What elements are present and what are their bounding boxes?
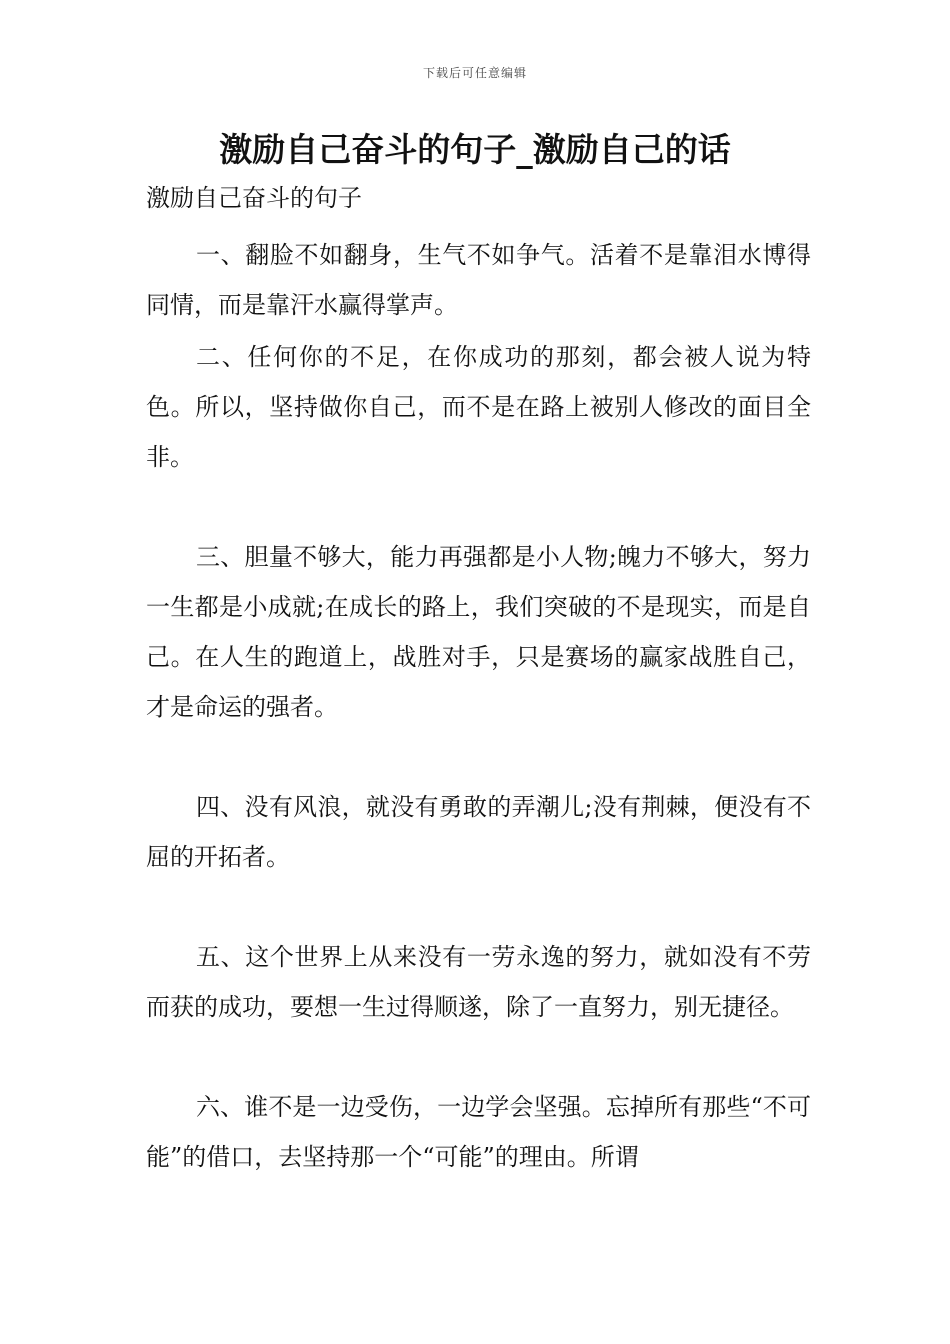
document-subtitle: 激励自己奋斗的句子: [146, 184, 362, 212]
paragraph-1: 一、翻脸不如翻身，生气不如争气。活着不是靠泪水博得同情，而是靠汗水赢得掌声。: [146, 241, 811, 319]
paragraph-2: 二、任何你的不足，在你成功的那刻，都会被人说为特色。所以，坚持做你自己，而不是在路上被别人修改的面目全非。: [146, 343, 811, 471]
header-note: 下载后可任意编辑: [422, 66, 527, 80]
document-body: [146, 178, 811, 1182]
document-title: 激励自己奋斗的句子_激励自己的话: [219, 130, 731, 169]
paragraph-4: 四、没有风浪，就没有勇敢的弄潮儿;没有荆棘，便没有不屈的开拓者。: [146, 793, 811, 871]
paragraph-5: 五、这个世界上从来没有一劳永逸的努力，就如没有不劳而获的成功，要想一生过得顺遂，除了一直努力，别无捷径。: [146, 943, 811, 1021]
paragraph-3: 三、胆量不够大，能力再强都是小人物;魄力不够大，努力一生都是小成就;在成长的路上，我们突破的不是现实，而是自己。在人生的跑道上，战胜对手，只是赛场的赢家战胜自己，才是命运的强者。: [146, 543, 811, 721]
paragraph-6: 六、谁不是一边受伤，一边学会坚强。忘掉所有那些“不可能”的借口，去坚持那一个“可能”的理由。所谓: [146, 1093, 811, 1171]
